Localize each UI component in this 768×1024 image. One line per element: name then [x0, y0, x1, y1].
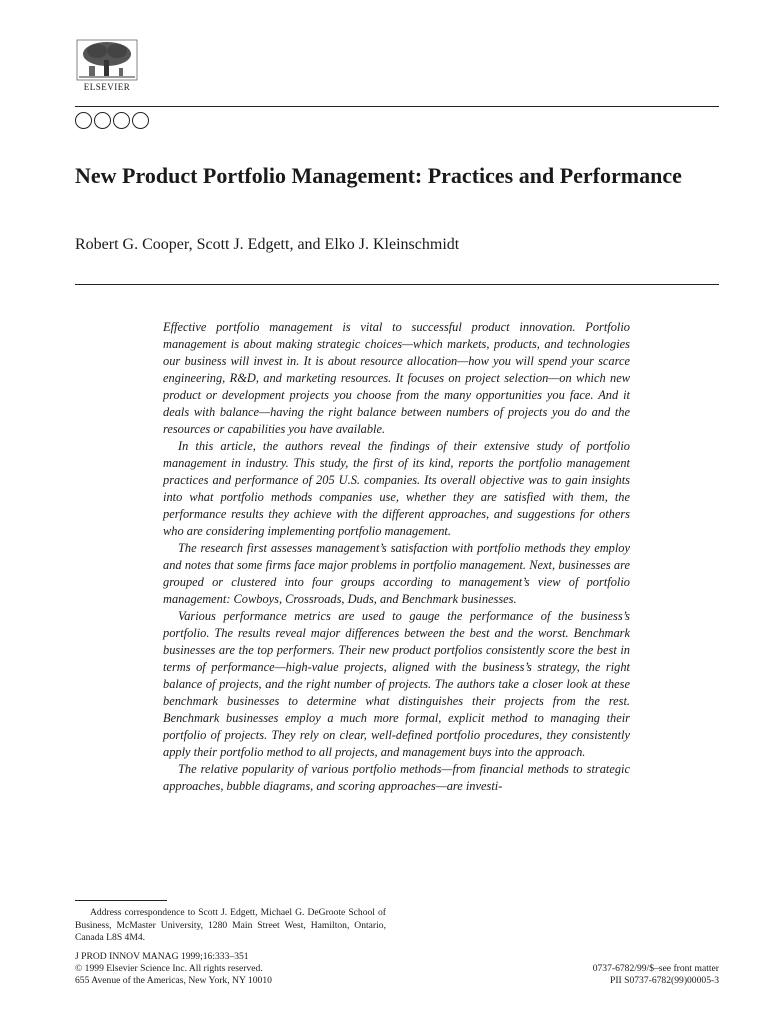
abstract-paragraph: Various performance metrics are used to gauge the performance of the business’s portfolio. The results reveal major differences between the best and the worst. Benchmark businesses are the top performers. Their new product portfolios consistently score the best in terms of performance—high-value projects, aligned with the business’s strategy, the right balance of projects, and the right number of projects. The authors take a closer look at these benchmark businesses to determine what distinguishes their projects from the rest. Benchmark businesses employ a much more formal, explicit method to managing their portfolio of projects. They rely on clear, well-defined portfolio procedures, they consistently apply their portfolio method to all projects, and management buys into the approach. — [163, 609, 630, 759]
issue-circles — [75, 112, 149, 129]
footnote-rule — [75, 900, 167, 901]
abstract-paragraph: Effective portfolio management is vital to successful product innovation. Portfolio management is about making strategic choices—which markets, products, and technologies our business will invest in. It is about resource allocation—how you will spend your scarce engineering, R&D, and marketing resources. It focuses on project selection—on which new product or development projects you choose from the many opportunities you face. And it deals with balance—having the right balance between numbers of projects you do and the resources or capabilities you have available. — [163, 320, 630, 436]
issn-line: 0737-6782/99/$–see front matter — [592, 963, 719, 974]
abstract-paragraph: In this article, the authors reveal the findings of their extensive study of portfolio management in industry. This study, the first of its kind, reports the portfolio management practices and performance of 205 U.S. companies. Its overall objective was to gain insights into what portfolio methods companies use, whether they are satisfied with them, the performance results they achieve with the different approaches, and suggestions for others who are considering implementing portfolio management. — [163, 439, 630, 538]
title-rule — [75, 284, 719, 285]
circle-icon — [113, 112, 130, 129]
correspondence-footnote: Address correspondence to Scott J. Edgett, Michael G. DeGroote School of Business, McMaster University, 1280 Main Street West, Hamilton, Ontario, Canada L8S 4M4. — [75, 907, 386, 943]
article-authors: Robert G. Cooper, Scott J. Edgett, and Elko J. Kleinschmidt — [75, 236, 460, 253]
publisher-address: 655 Avenue of the Americas, New York, NY 10010 — [75, 975, 272, 986]
article-title: New Product Portfolio Management: Practices and Performance — [75, 163, 682, 188]
footer-right — [440, 963, 719, 987]
elsevier-tree-icon — [75, 38, 139, 82]
journal-citation: J PROD INNOV MANAG 1999;16:333–351 — [75, 951, 249, 962]
circle-icon — [75, 112, 92, 129]
pii-line: PII S0737-6782(99)00005-3 — [610, 975, 719, 986]
copyright-notice: © 1999 Elsevier Science Inc. All rights reserved. — [75, 963, 263, 974]
circle-icon — [132, 112, 149, 129]
circle-icon — [94, 112, 111, 129]
footer-left — [75, 951, 395, 987]
abstract — [163, 319, 630, 795]
publisher-logo-text: ELSEVIER — [83, 82, 131, 92]
header-rule — [75, 106, 719, 107]
abstract-paragraph: The relative popularity of various portfolio methods—from financial methods to strategic approaches, bubble diagrams, and scoring approaches—are investi- — [163, 762, 630, 793]
abstract-paragraph: The research first assesses management’s satisfaction with portfolio methods they employ and notes that some firms face major problems in portfolio management. Next, businesses are grouped or clustered into four groups according to management’s view of portfolio management: Cowboys, Crossroads, Duds, and Benchmark businesses. — [163, 541, 630, 606]
